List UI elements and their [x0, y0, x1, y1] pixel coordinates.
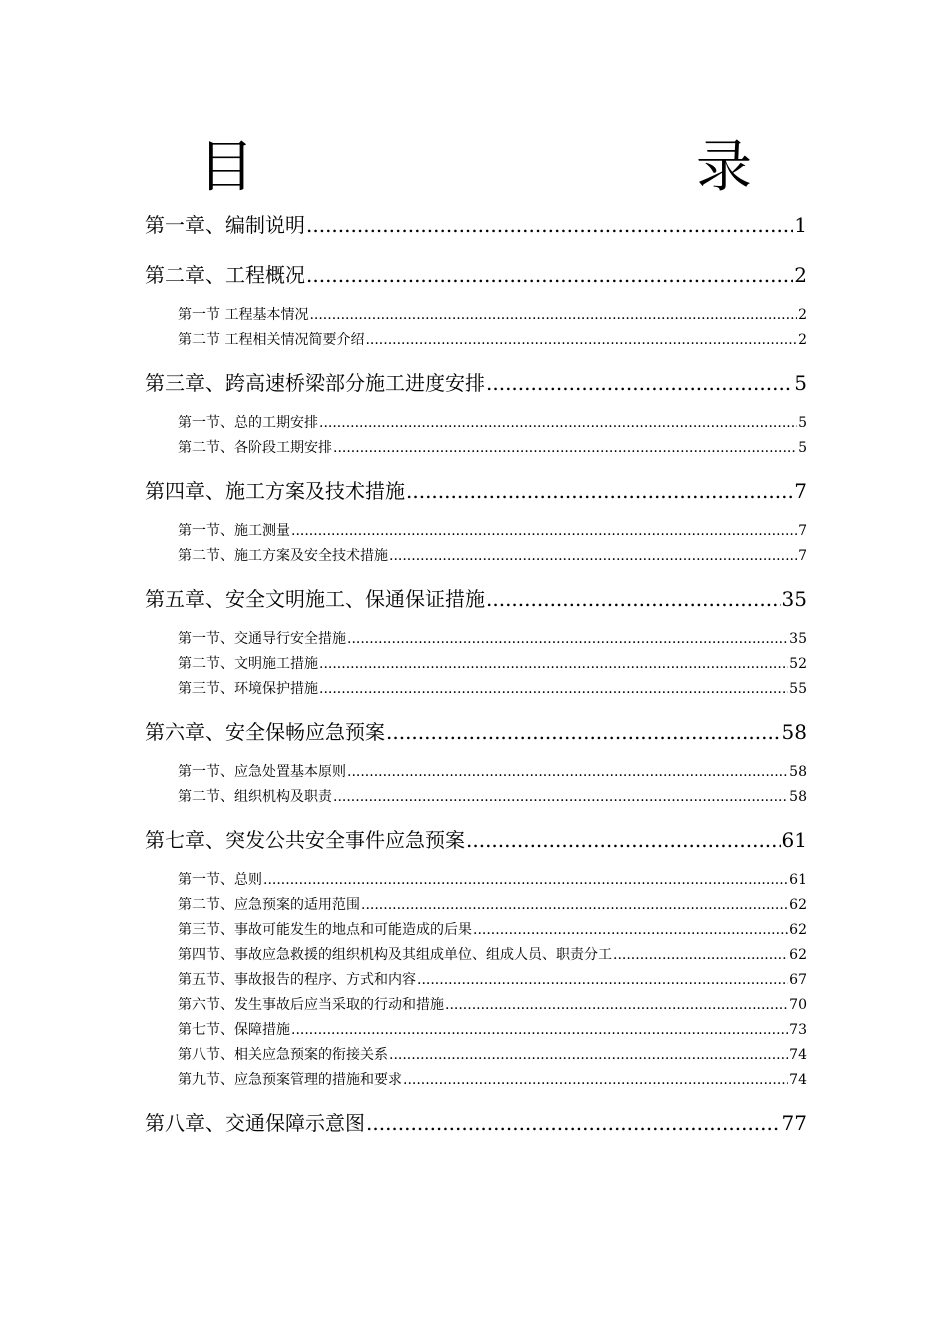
toc-page-number: 7: [794, 479, 807, 503]
toc-entry-title: 第三节、事故可能发生的地点和可能造成的后果: [178, 922, 472, 938]
toc-entry-title: 第一节、应急处置基本原则: [178, 764, 346, 780]
toc-page-number: 1: [794, 213, 807, 237]
toc-entry-title: 第一节、施工测量: [178, 523, 290, 539]
toc-entry-title: 第七节、保障措施: [178, 1022, 290, 1038]
toc-entry-title: 第一节、总则: [178, 872, 262, 888]
toc-section-entry[interactable]: [145, 893, 807, 918]
toc-dot-leader: [263, 868, 788, 893]
toc-section-entry[interactable]: [145, 968, 807, 993]
toc-page-number: 62: [789, 947, 807, 963]
toc-dot-leader: [486, 363, 793, 403]
toc-chapter-entry[interactable]: [145, 205, 807, 245]
toc-entry-title: 第三章、跨高速桥梁部分施工进度安排: [145, 371, 485, 395]
toc-dot-leader: [361, 893, 788, 918]
toc-chapter-entry[interactable]: [145, 363, 807, 403]
toc-section-entry[interactable]: [145, 411, 807, 436]
toc-dot-leader: [445, 993, 788, 1018]
toc-section-entry[interactable]: [145, 303, 807, 328]
toc-page-number: 61: [781, 828, 807, 852]
toc-page-number: 70: [789, 997, 807, 1013]
toc-entry-title: 第五章、安全文明施工、保通保证措施: [145, 587, 485, 611]
toc-page-number: 73: [789, 1022, 807, 1038]
toc-page-number: 2: [798, 332, 807, 348]
toc-entry-title: 第四章、施工方案及技术措施: [145, 479, 405, 503]
toc-dot-leader: [306, 205, 793, 245]
toc-dot-leader: [366, 1103, 781, 1143]
toc-entry-title: 第一节、交通导行安全措施: [178, 631, 346, 647]
toc-dot-leader: [319, 677, 788, 702]
table-of-contents: [145, 205, 807, 1143]
toc-page-number: 55: [789, 681, 807, 697]
toc-entry-title: 第二章、工程概况: [145, 263, 305, 287]
toc-section-entry[interactable]: [145, 1043, 807, 1068]
toc-section-entry[interactable]: [145, 519, 807, 544]
toc-entry-title: 第四节、事故应急救援的组织机构及其组成单位、组成人员、职责分工: [178, 947, 612, 963]
toc-page-number: 7: [798, 523, 807, 539]
toc-entry-title: 第一节、总的工期安排: [178, 415, 318, 431]
toc-dot-leader: [291, 519, 797, 544]
toc-chapter-entry[interactable]: [145, 579, 807, 619]
toc-page-number: 58: [789, 764, 807, 780]
toc-dot-leader: [389, 544, 797, 569]
toc-section-entry[interactable]: [145, 436, 807, 461]
toc-dot-leader: [309, 303, 797, 328]
toc-page-number: 5: [794, 371, 807, 395]
toc-page-number: 77: [781, 1111, 807, 1135]
toc-entry-title: 第二节、各阶段工期安排: [178, 440, 332, 456]
toc-page-number: 74: [789, 1047, 807, 1063]
toc-entry-title: 第六章、安全保畅应急预案: [145, 720, 385, 744]
toc-page-number: 58: [789, 789, 807, 805]
toc-dot-leader: [613, 943, 788, 968]
toc-dot-leader: [333, 436, 797, 461]
toc-page-number: 67: [789, 972, 807, 988]
toc-section-entry[interactable]: [145, 627, 807, 652]
toc-dot-leader: [347, 760, 788, 785]
toc-entry-title: 第二节、应急预案的适用范围: [178, 897, 360, 913]
toc-page-number: 62: [789, 922, 807, 938]
toc-section-entry[interactable]: [145, 328, 807, 353]
toc-entry-title: 第六节、发生事故后应当采取的行动和措施: [178, 997, 444, 1013]
toc-entry-title: 第七章、突发公共安全事件应急预案: [145, 828, 465, 852]
toc-dot-leader: [473, 918, 788, 943]
toc-section-entry[interactable]: [145, 1068, 807, 1093]
toc-section-entry[interactable]: [145, 677, 807, 702]
toc-entry-title: 第二节、组织机构及职责: [178, 789, 332, 805]
toc-dot-leader: [319, 411, 797, 436]
toc-dot-leader: [389, 1043, 788, 1068]
toc-dot-leader: [365, 328, 797, 353]
toc-page-number: 35: [789, 631, 807, 647]
toc-section-entry[interactable]: [145, 868, 807, 893]
toc-entry-title: 第八节、相关应急预案的衔接关系: [178, 1047, 388, 1063]
toc-section-entry[interactable]: [145, 993, 807, 1018]
toc-dot-leader: [347, 627, 788, 652]
toc-dot-leader: [319, 652, 788, 677]
toc-dot-leader: [386, 712, 781, 752]
toc-page-number: 52: [789, 656, 807, 672]
toc-entry-title: 第一节 工程基本情况: [178, 307, 309, 323]
toc-chapter-entry[interactable]: [145, 471, 807, 511]
toc-page-number: 74: [789, 1072, 807, 1088]
toc-dot-leader: [291, 1018, 788, 1043]
toc-page-number: 58: [781, 720, 807, 744]
toc-entry-title: 第三节、环境保护措施: [178, 681, 318, 697]
page-title: 目 录: [198, 135, 862, 200]
toc-dot-leader: [406, 471, 793, 511]
toc-page-number: 5: [798, 440, 807, 456]
toc-entry-title: 第二节、施工方案及安全技术措施: [178, 548, 388, 564]
toc-dot-leader: [403, 1068, 788, 1093]
toc-page-number: 2: [798, 307, 807, 323]
toc-entry-title: 第二节 工程相关情况简要介绍: [178, 332, 365, 348]
toc-page-number: 5: [798, 415, 807, 431]
toc-entry-title: 第二节、文明施工措施: [178, 656, 318, 672]
toc-page-number: 2: [794, 263, 807, 287]
toc-section-entry[interactable]: [145, 1018, 807, 1043]
toc-section-entry[interactable]: [145, 943, 807, 968]
toc-dot-leader: [486, 579, 781, 619]
toc-dot-leader: [333, 785, 788, 810]
toc-section-entry[interactable]: [145, 760, 807, 785]
toc-section-entry[interactable]: [145, 652, 807, 677]
toc-entry-title: 第八章、交通保障示意图: [145, 1111, 365, 1135]
toc-entry-title: 第一章、编制说明: [145, 213, 305, 237]
toc-chapter-entry[interactable]: [145, 820, 807, 860]
toc-entry-title: 第九节、应急预案管理的措施和要求: [178, 1072, 402, 1088]
toc-dot-leader: [306, 255, 793, 295]
toc-dot-leader: [466, 820, 781, 860]
toc-entry-title: 第五节、事故报告的程序、方式和内容: [178, 972, 416, 988]
toc-section-entry[interactable]: [145, 785, 807, 810]
toc-chapter-entry[interactable]: [145, 255, 807, 295]
toc-page-number: 7: [798, 548, 807, 564]
toc-page-number: 61: [789, 872, 807, 888]
toc-chapter-entry[interactable]: [145, 712, 807, 752]
toc-dot-leader: [417, 968, 788, 993]
toc-section-entry[interactable]: [145, 918, 807, 943]
toc-section-entry[interactable]: [145, 544, 807, 569]
toc-page-number: 62: [789, 897, 807, 913]
toc-chapter-entry[interactable]: [145, 1103, 807, 1143]
toc-page-number: 35: [781, 587, 807, 611]
